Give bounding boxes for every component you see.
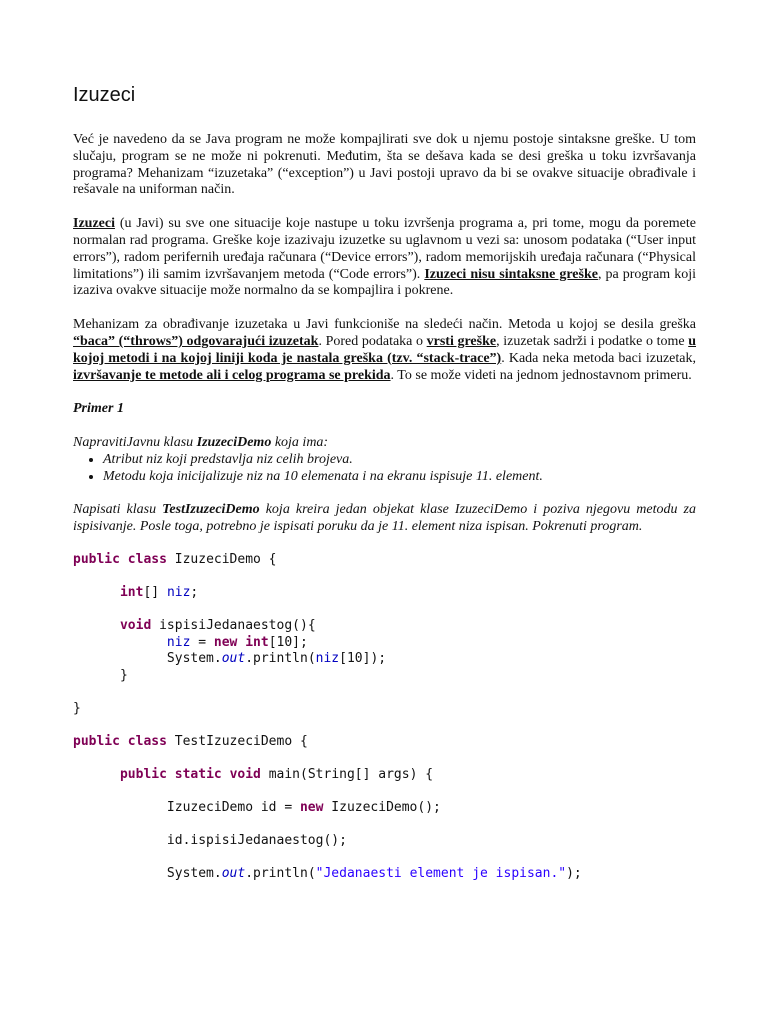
page-title: Izuzeci: [73, 84, 136, 106]
code-string-literal: "Jedanaesti element je ispisan.": [315, 865, 567, 881]
term-izuzeci: Izuzeci: [73, 216, 115, 232]
emphasis-stack-trace: u kojoj metodi i na kojoj liniji koda je nastala greška (tzv. “stack-trace”): [73, 333, 697, 366]
code-out: out: [221, 651, 246, 667]
mechanism-text-5: . To se može videti na jednom jednostavnom primeru.: [390, 367, 692, 383]
emphasis-execution-stops: izvršavanje te metode ali i celog programa se prekida: [73, 367, 391, 383]
code-out: out: [221, 865, 246, 881]
paragraph-mechanism: [73, 317, 696, 384]
code-println: .println(: [245, 865, 316, 881]
example-intro-end: koja ima:: [271, 435, 329, 451]
example-task: [73, 502, 696, 536]
example-intro-text: NapravitiJavnu klasu: [73, 435, 197, 451]
list-item: • Metodu koja inicijalizuje niz na 10 elemenata i na ekranu ispisuje 11. element.: [103, 469, 696, 486]
emphasis-error-type: vrsti greške: [426, 333, 497, 349]
example-heading: Primer 1: [73, 401, 124, 417]
code-object-decl: IzuzeciDemo id =: [166, 799, 300, 815]
definition-text: (u Javi) su sve one situacije koje nastupe u toku izvršenja programa a, pri tome, mogu da poremete normalan rad programa. Greške koje izazivaju izuzetke su uglavnom u vezi sa: unosom podataka (“User input errors”), radom perifernih uređaja računara (“Device errors”), radom memorijskih uređaja računara (“Physical limitations”) ili samim izvršavanjem metoda (“Code errors”).: [73, 216, 696, 282]
mechanism-text-4: . Kada neka metoda baci izuzetak,: [501, 350, 697, 366]
paragraph-definition: [73, 216, 696, 300]
mechanism-text-1: Mehanizam za obrađivanje izuzetaka u Javi funkcioniše na sledeći način. Metoda u kojoj se desila greška: [73, 317, 696, 333]
code-call-end: );: [566, 865, 582, 881]
keyword-public: public: [73, 733, 120, 749]
definition-end: , pa program koji izaziva ovakve situacije može normalno da se kompajlira i pokrene.: [73, 266, 696, 299]
keyword-new: new: [213, 634, 238, 650]
requirements-list: [73, 452, 696, 486]
keyword-void: void: [119, 618, 152, 634]
mechanism-text-3: , izuzetak sadrži i podatke o tome: [496, 333, 689, 349]
keyword-public: public: [119, 766, 167, 782]
paragraph-intro: Već je navedeno da se Java program ne može kompajlirati sve dok u njemu postoje sintaksne greške. U tom slučaju, program se ne može ni pokrenuti. Međutim, šta se dešava kada se desi greška u toku izvršavanja programa? Mehanizam “izuzetaka” (“exception”) u Javi postoji upravo da bi se ovakve situacije obrađivale i rešavale na uniforman način.: [73, 132, 696, 198]
keyword-class: class: [127, 733, 167, 749]
code-system: System.: [166, 651, 222, 667]
code-index: [10]);: [339, 651, 387, 667]
code-array-brackets: []: [143, 585, 167, 601]
class-name-testizuzecidemo: TestIzuzeciDemo: [162, 501, 260, 517]
code-field-niz: niz: [166, 634, 191, 650]
task-text-1: Napisati klasu: [73, 501, 163, 517]
class-name-izuzecidemo: IzuzeciDemo: [196, 435, 272, 451]
keyword-public: public: [73, 552, 120, 568]
code-println: .println(: [245, 651, 316, 667]
code-system: System.: [166, 865, 222, 881]
keyword-class: class: [127, 552, 167, 568]
code-field-niz: niz: [166, 585, 191, 601]
code-constructor: IzuzeciDemo();: [323, 799, 441, 815]
list-item: • Atribut niz koji predstavlja niz celih brojeva.: [103, 452, 696, 469]
document-content: [73, 84, 696, 882]
code-main-signature: main(String[] args) {: [260, 766, 434, 782]
keyword-static: static: [174, 766, 222, 782]
keyword-int: int: [119, 585, 144, 601]
task-text-2: koja kreira jedan objekat klase IzuzeciDemo i poziva njegovu metodu za ispisivanje. Posle toga, potrebno je ispisati poruku da je 11. element niza ispisan. Pokrenuti program.: [73, 501, 696, 534]
mechanism-text-2: . Pored podataka o: [318, 333, 427, 349]
code-class-decl: IzuzeciDemo {: [166, 552, 277, 568]
code-assign: =: [190, 634, 214, 650]
keyword-int: int: [245, 634, 269, 650]
code-close-brace: }: [73, 700, 81, 716]
code-listing: [73, 552, 696, 882]
code-field-niz: niz: [315, 651, 340, 667]
code-semicolon: ;: [190, 585, 199, 601]
code-method-call: id.ispisiJedanaestog();: [166, 832, 347, 848]
code-class-decl: TestIzuzeciDemo {: [166, 733, 308, 749]
emphasis-not-syntax-errors: Izuzeci nisu sintaksne greške: [424, 266, 598, 282]
emphasis-throws: “baca” (“throws”) odgovarajući izuzetak: [73, 333, 319, 349]
keyword-void: void: [229, 766, 261, 782]
example-intro: [73, 435, 696, 452]
keyword-new: new: [299, 799, 324, 815]
code-close-brace: }: [119, 667, 128, 683]
code-array-alloc: [10];: [268, 634, 308, 650]
code-method-decl: ispisiJedanaestog(){: [151, 618, 316, 634]
